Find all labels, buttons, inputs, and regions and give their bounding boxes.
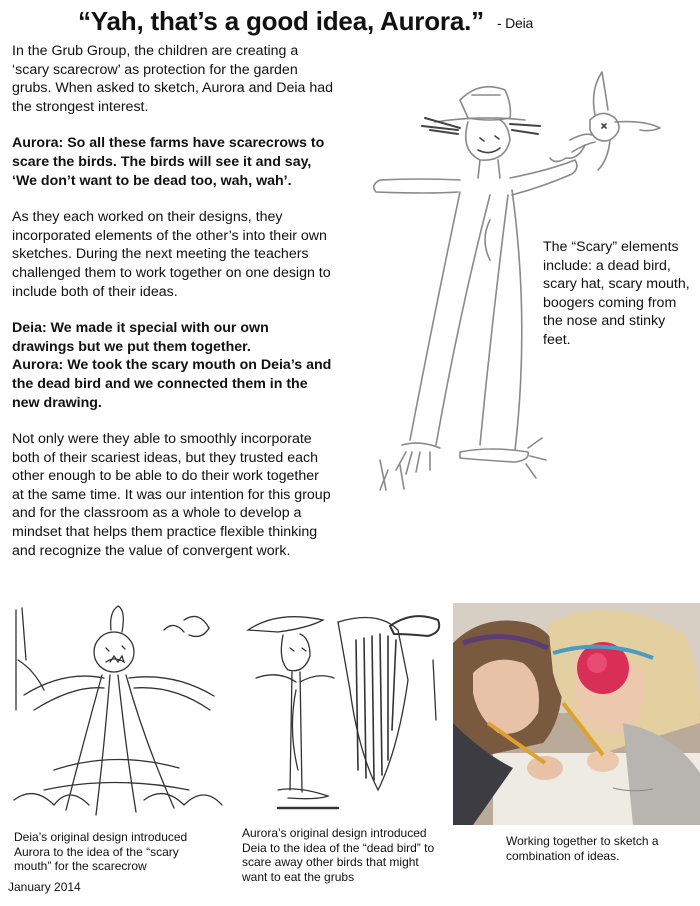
title-attribution: - Deia	[496, 15, 534, 32]
photo-caption: Working together to sketch a combination of ideas.	[506, 834, 659, 863]
aurora-original-drawing	[238, 600, 450, 822]
middle-paragraph: As they each worked on their designs, they incorporated elements of the other’s into their own sketches. During the next meeting the teachers challenged them to work together on one design to include both of their ideas.	[12, 209, 331, 300]
speaker-label: Aurora:	[12, 135, 64, 152]
deia-quote	[12, 319, 334, 356]
girls-working-photo	[453, 603, 700, 825]
quote-text: We made it special with our own drawings but we put them together.	[12, 320, 269, 355]
speaker-label: Deia:	[12, 320, 47, 337]
main-text-column	[12, 42, 334, 578]
deia-original-drawing	[14, 600, 224, 825]
speaker-label: Aurora:	[12, 357, 64, 374]
deia-drawing-caption: Deia’s original design introduced Aurora to the idea of the “scary mouth” for the scarecrow	[14, 830, 188, 873]
page-title	[78, 6, 678, 37]
quote-text: We took the scary mouth on Deia’s and the dead bird and we connected them in the new drawing.	[12, 357, 332, 411]
footer-date: January 2014	[8, 880, 81, 894]
intro-paragraph: In the Grub Group, the children are creating a ‘scary scarecrow’ as protection for the garden grubs. When asked to sketch, Aurora and Deia had the strongest interest.	[12, 43, 333, 115]
scary-elements-note: The “Scary” elements include: a dead bird, scary hat, scary mouth, boogers coming from the nose and stinky feet.	[543, 239, 690, 348]
closing-paragraph: Not only were they able to smoothly incorporate both of their scariest ideas, but they trusted each other enough to be able to do their work together at the same time. It was our intention for this group and for the classroom as a whole to develop a mindset that helps them practice flexible thinking and recognize the value of convergent work.	[12, 431, 331, 559]
title-quote: “Yah, that’s a good idea, Aurora.”	[78, 6, 484, 36]
quote-text: So all these farms have scarecrows to scare the birds. The birds will see it and say, ‘We don’t want to be dead too, wah, wah’.	[12, 135, 325, 189]
aurora-drawing-caption: Aurora’s original design introduced Deia to the idea of the “dead bird” to scare away other birds that might want to eat the grubs	[242, 826, 435, 884]
aurora-quote-2	[12, 356, 334, 412]
aurora-quote-1	[12, 134, 334, 190]
